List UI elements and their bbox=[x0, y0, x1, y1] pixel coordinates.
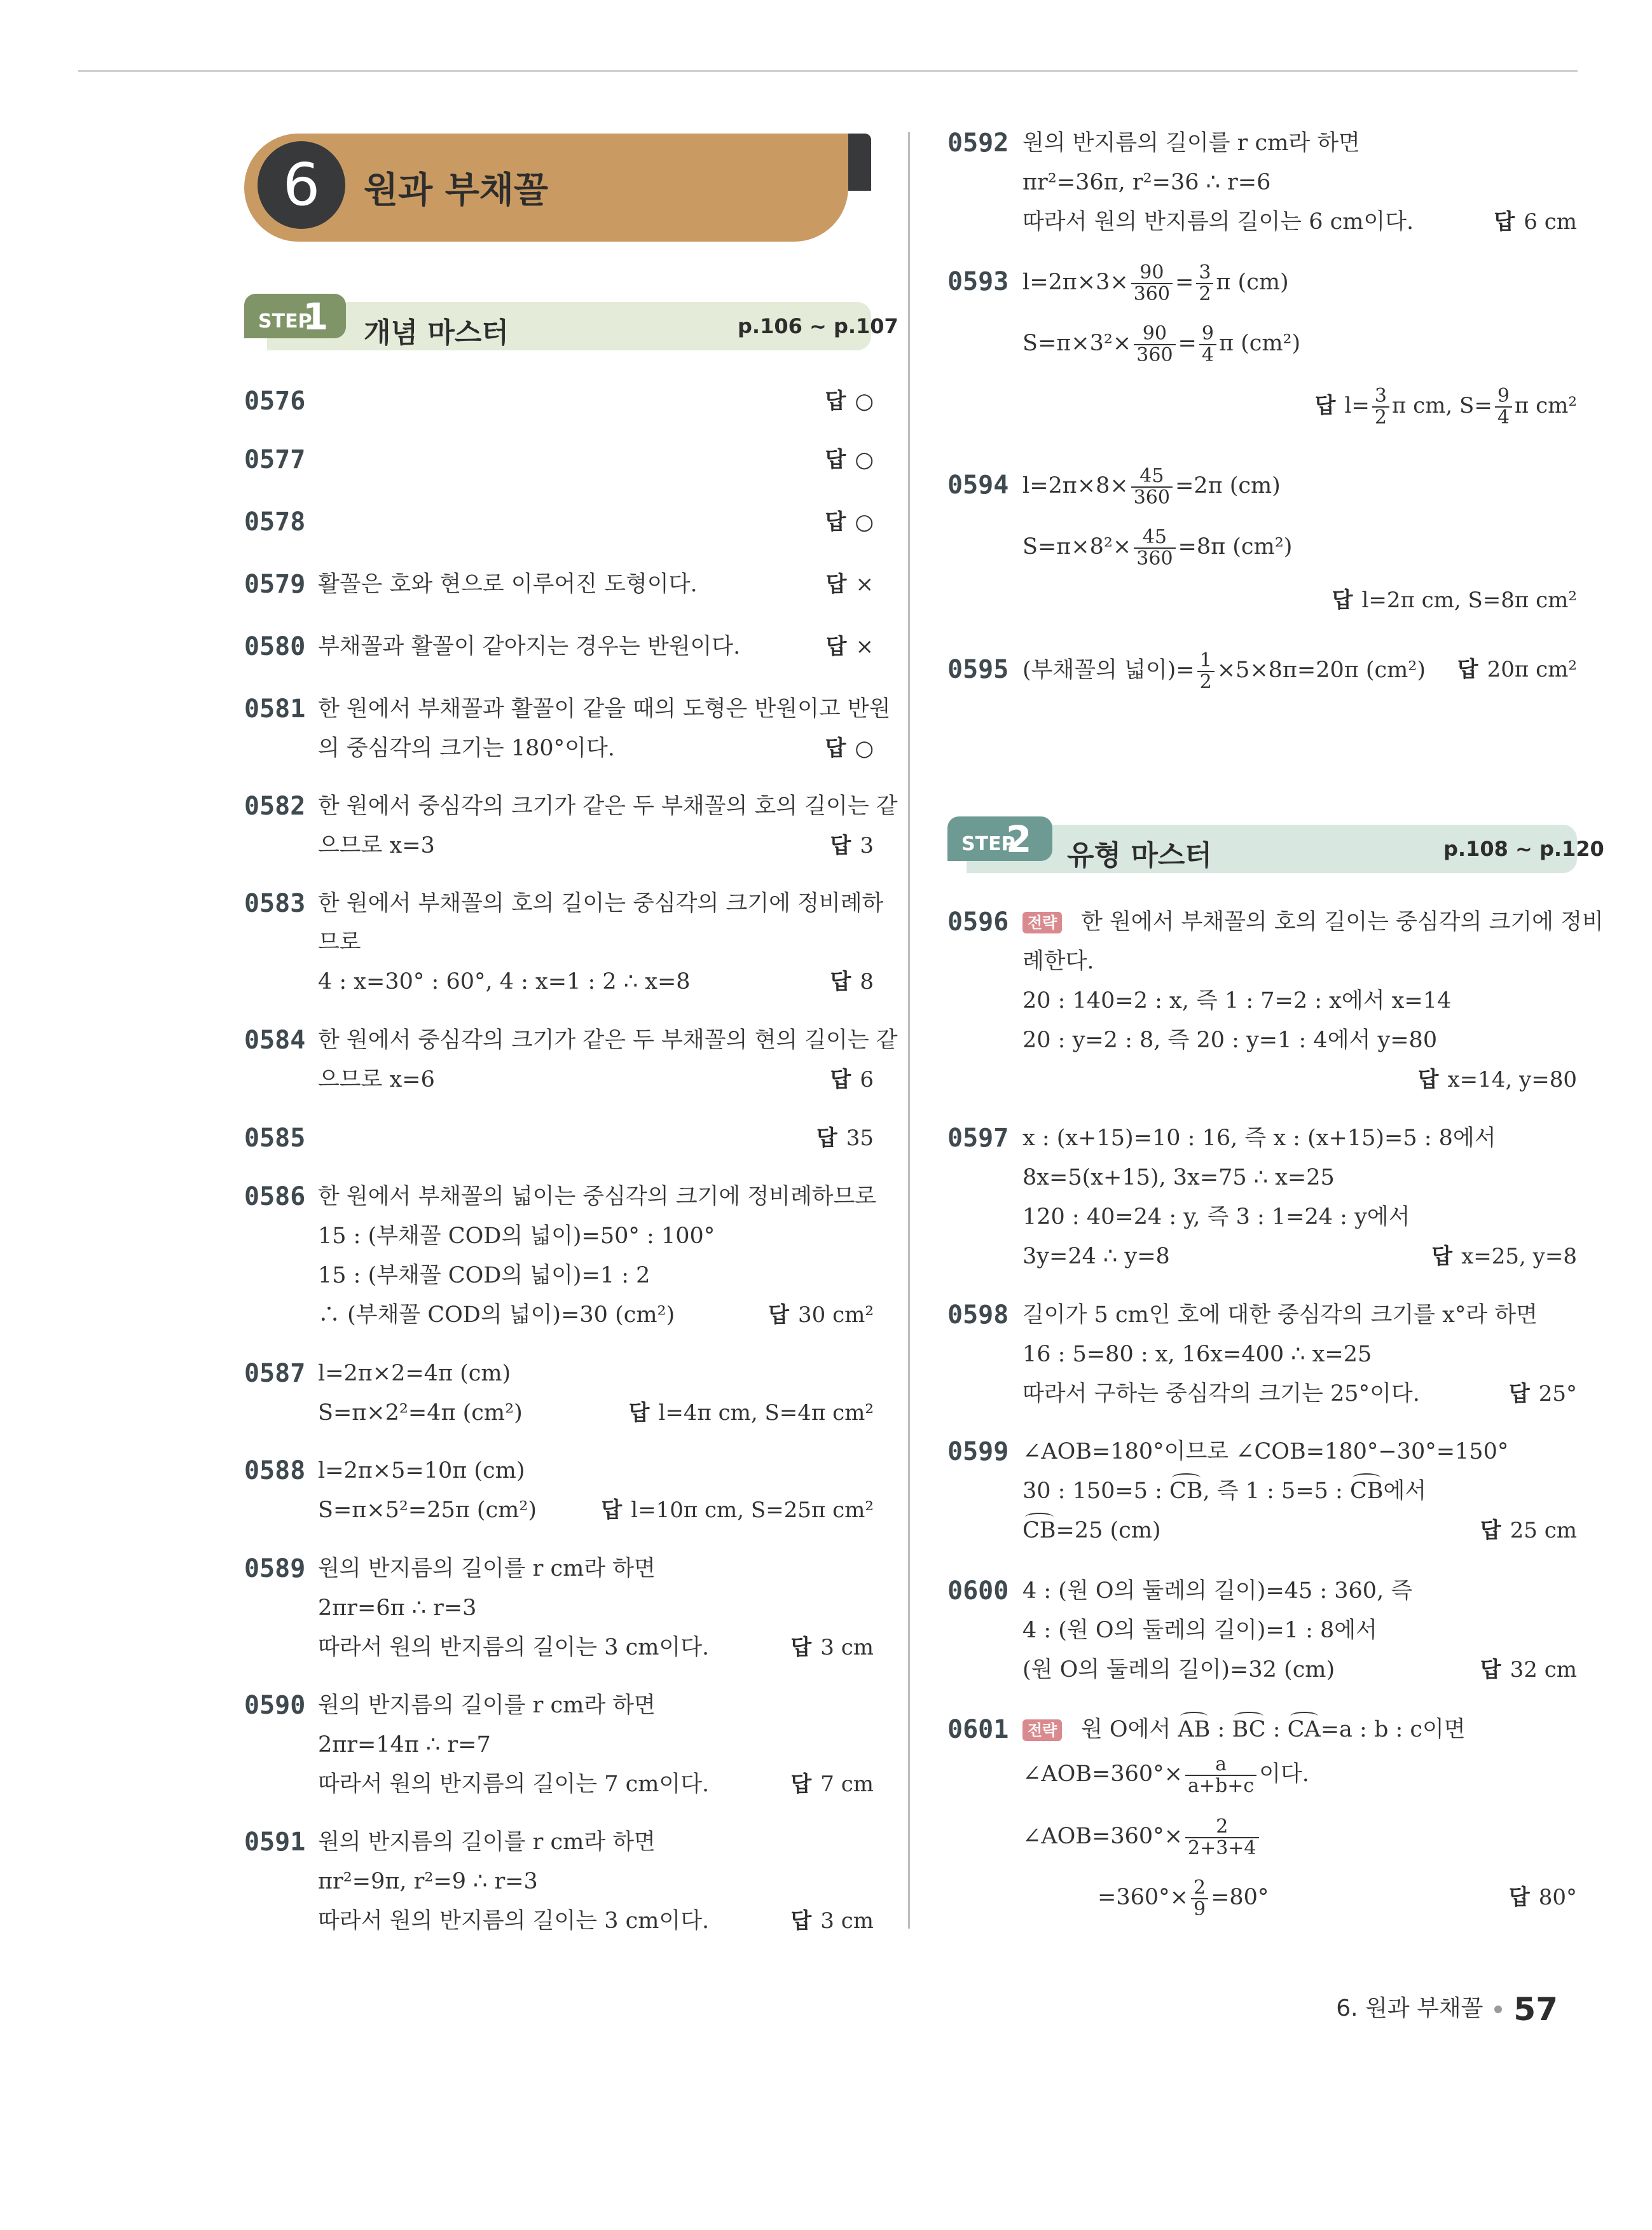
answer-part: π cm² bbox=[1514, 393, 1577, 418]
numerator: 1 bbox=[1197, 650, 1215, 672]
answer-value: 25 cm bbox=[1510, 1518, 1577, 1543]
solution-line: 활꼴은 호와 현으로 이루어진 도형이다. bbox=[318, 572, 698, 597]
solution-line: 따라서 원의 반지름의 길이는 7 cm이다. bbox=[318, 1772, 710, 1797]
fraction bbox=[1134, 527, 1175, 569]
strategy-tag: 전략 bbox=[1022, 1719, 1062, 1741]
expr-part: 원 O에서 bbox=[1081, 1717, 1178, 1742]
solution-line: 으므로 x=6 bbox=[318, 1067, 435, 1092]
answer bbox=[825, 508, 874, 536]
answer-mark: 답 bbox=[1508, 1885, 1530, 1910]
step2-title: 유형 마스터 bbox=[1067, 839, 1212, 872]
answer-value: l=2π cm, S=8π cm² bbox=[1361, 588, 1577, 613]
answer-value: 3 cm bbox=[820, 1908, 874, 1934]
problem-number: 0596 bbox=[947, 907, 1009, 937]
expr-part: (부채꼴의 넓이)= bbox=[1022, 657, 1195, 683]
answer bbox=[1480, 1656, 1577, 1684]
denominator: 360 bbox=[1133, 486, 1170, 509]
answer-mark: 답 bbox=[825, 447, 846, 472]
solution-line: 4 : x=30° : 60°, 4 : x=1 : 2 ∴ x=8 bbox=[318, 969, 691, 995]
numerator: 90 bbox=[1134, 324, 1175, 345]
solution-line: 120 : 40=24 : y, 즉 3 : 1=24 : y에서 bbox=[1022, 1204, 1410, 1230]
expr-part: : bbox=[1210, 1717, 1232, 1742]
solution-line: πr²=36π, r²=36 ∴ r=6 bbox=[1022, 170, 1271, 195]
denominator: a+b+c bbox=[1187, 1774, 1255, 1797]
chapter-number: 6 bbox=[258, 141, 345, 229]
answer-mark: 답 bbox=[1480, 1518, 1501, 1543]
solution-line: 한 원에서 부채꼴의 호의 길이는 중심각의 크기에 정비례하 bbox=[318, 891, 884, 916]
solution-line: 따라서 원의 반지름의 길이는 6 cm이다. bbox=[1022, 209, 1414, 235]
answer bbox=[1457, 656, 1577, 684]
answer bbox=[1480, 1517, 1577, 1545]
answer-mark: 답 bbox=[1508, 1381, 1530, 1407]
expr-part: ∠AOB=360°× bbox=[1022, 1824, 1183, 1849]
denominator: 9 bbox=[1193, 1897, 1206, 1920]
solution-line: S=π×2²=4π (cm²) bbox=[318, 1400, 523, 1426]
answer-mark: 답 bbox=[790, 1635, 812, 1660]
answer-mark: 답 bbox=[1457, 657, 1478, 682]
answer-mark: 답 bbox=[825, 736, 846, 761]
answer-mark: 답 bbox=[1431, 1244, 1453, 1269]
solution-line: 20 : y=2 : 8, 즉 20 : y=1 : 4에서 y=80 bbox=[1022, 1028, 1438, 1053]
solution-line: 15 : (부채꼴 COD의 넓이)=1 : 2 bbox=[318, 1263, 650, 1288]
answer-value: 32 cm bbox=[1510, 1657, 1577, 1683]
solution-line: 므로 bbox=[318, 930, 361, 955]
expr-part: ×5×8π=20π (cm²) bbox=[1216, 657, 1426, 683]
solution-line bbox=[1022, 523, 1292, 571]
expr-part: = bbox=[1174, 270, 1194, 295]
fraction bbox=[1495, 386, 1512, 428]
step1-number: 1 bbox=[303, 295, 329, 338]
solution-line bbox=[1022, 1812, 1262, 1861]
solution-line: 원의 반지름의 길이를 r cm라 하면 bbox=[318, 1556, 656, 1581]
problem-number: 0579 bbox=[244, 570, 306, 599]
expr-part: = bbox=[1178, 331, 1197, 356]
expr-part: =25 (cm) bbox=[1056, 1518, 1161, 1543]
answer bbox=[830, 832, 874, 860]
solution-line: 한 원에서 중심각의 크기가 같은 두 부채꼴의 호의 길이는 같 bbox=[318, 794, 898, 819]
solution-line bbox=[1022, 319, 1300, 368]
answer bbox=[1509, 1883, 1577, 1911]
answer-mark: 답 bbox=[825, 634, 847, 659]
answer-mark: 답 bbox=[601, 1497, 623, 1523]
solution-line: 한 원에서 중심각의 크기가 같은 두 부채꼴의 현의 길이는 같 bbox=[318, 1028, 898, 1053]
answer-mark: 답 bbox=[830, 1067, 851, 1092]
solution-line: 부채꼴과 활꼴이 같아지는 경우는 반원이다. bbox=[318, 634, 741, 659]
answer-mark: 답 bbox=[825, 509, 846, 535]
problem-number: 0582 bbox=[244, 792, 306, 821]
problem-number: 0580 bbox=[244, 632, 306, 661]
expr-part: S=π×3²× bbox=[1022, 331, 1132, 356]
numerator: 45 bbox=[1131, 466, 1173, 488]
problem-number: 0588 bbox=[244, 1456, 306, 1485]
step2-badge bbox=[947, 816, 1052, 861]
solution-line: 2πr=14π ∴ r=7 bbox=[318, 1732, 491, 1758]
fraction bbox=[1185, 1817, 1259, 1859]
solution-line bbox=[1022, 646, 1426, 694]
answer-value: ○ bbox=[855, 509, 874, 535]
answer-value: 8 bbox=[860, 969, 874, 995]
solution-line: 길이가 5 cm인 호에 대한 중심각의 크기를 x°라 하면 bbox=[1022, 1302, 1538, 1328]
problem-number: 0587 bbox=[244, 1359, 306, 1388]
answer-value: 6 bbox=[860, 1067, 874, 1092]
expr-part: , 즉 1 : 5=5 : bbox=[1202, 1478, 1350, 1504]
answer-mark: 답 bbox=[825, 572, 847, 597]
problem-number: 0600 bbox=[947, 1576, 1009, 1606]
solution-line: 한 원에서 부채꼴의 넓이는 중심각의 크기에 정비례하므로 bbox=[318, 1184, 877, 1209]
solution-line: (원 O의 둘레의 길이)=32 (cm) bbox=[1022, 1657, 1335, 1683]
solution-line: 례한다. bbox=[1022, 949, 1094, 974]
answer-value: 20π cm² bbox=[1487, 657, 1577, 682]
answer-value: l=10π cm, S=25π cm² bbox=[631, 1497, 874, 1523]
expr-part: : bbox=[1265, 1717, 1288, 1742]
expr-part: l=2π×3× bbox=[1022, 270, 1129, 295]
answer-value: 25° bbox=[1538, 1381, 1577, 1407]
solution-line: 8x=5(x+15), 3x=75 ∴ x=25 bbox=[1022, 1165, 1335, 1190]
answer bbox=[830, 1066, 874, 1094]
fraction bbox=[1185, 1754, 1256, 1796]
solution-line bbox=[1022, 1750, 1309, 1798]
answer bbox=[816, 1124, 874, 1152]
fraction bbox=[1134, 324, 1175, 366]
numerator: 3 bbox=[1372, 386, 1389, 408]
answer-value: 35 bbox=[846, 1125, 874, 1151]
solution-line: 으므로 x=3 bbox=[318, 833, 435, 858]
expr-part: 에서 bbox=[1383, 1478, 1427, 1504]
answer-mark: 답 bbox=[790, 1908, 812, 1934]
step1-title: 개념 마스터 bbox=[364, 317, 509, 349]
chapter-title: 원과 부채꼴 bbox=[364, 170, 548, 211]
solution-line: ∠AOB=180°이므로 ∠COB=180°−30°=150° bbox=[1022, 1439, 1509, 1464]
numerator: 3 bbox=[1196, 263, 1213, 284]
denominator: 2+3+4 bbox=[1187, 1836, 1256, 1859]
answer bbox=[768, 1301, 874, 1329]
answer-mark: 답 bbox=[1332, 588, 1353, 613]
problem-number: 0591 bbox=[244, 1827, 306, 1857]
problem-number: 0586 bbox=[244, 1182, 306, 1211]
answer bbox=[790, 1907, 874, 1935]
answer-mark: 답 bbox=[830, 969, 851, 995]
arc-label: CB bbox=[1349, 1478, 1384, 1504]
solution-line: 따라서 원의 반지름의 길이는 3 cm이다. bbox=[318, 1635, 710, 1660]
answer bbox=[825, 387, 874, 415]
problem-number: 0589 bbox=[244, 1554, 306, 1583]
solution-line: 15 : (부채꼴 COD의 넓이)=50° : 100° bbox=[318, 1223, 715, 1249]
step1-badge bbox=[244, 294, 346, 338]
denominator: 4 bbox=[1201, 343, 1214, 366]
expr-part: =2π (cm) bbox=[1174, 473, 1281, 499]
solution-line: S=π×5²=25π (cm²) bbox=[318, 1497, 537, 1523]
problem-number: 0584 bbox=[244, 1026, 306, 1055]
solution-line: l=2π×5=10π (cm) bbox=[318, 1458, 525, 1483]
solution-line: x : (x+15)=10 : 16, 즉 x : (x+15)=5 : 8에서 bbox=[1022, 1125, 1496, 1151]
footer-dot bbox=[1494, 2006, 1502, 2013]
answer-mark: 답 bbox=[628, 1400, 650, 1426]
denominator: 2 bbox=[1199, 670, 1212, 693]
problem-number: 0585 bbox=[244, 1124, 306, 1153]
solution-line: 원의 반지름의 길이를 r cm라 하면 bbox=[318, 1829, 656, 1855]
answer-mark: 답 bbox=[1314, 393, 1336, 418]
step2-label: STEP bbox=[961, 833, 1015, 855]
fraction bbox=[1196, 263, 1213, 305]
problem-number: 0595 bbox=[947, 655, 1009, 684]
solution-line: ∴ (부채꼴 COD의 넓이)=30 (cm²) bbox=[318, 1302, 675, 1328]
answer-value: × bbox=[855, 634, 874, 659]
numerator: 2 bbox=[1191, 1878, 1208, 1899]
expr-part: 이다. bbox=[1259, 1761, 1309, 1787]
fraction bbox=[1131, 263, 1173, 305]
expr-part: =a : b : c이면 bbox=[1320, 1717, 1466, 1742]
arc-label: BC bbox=[1232, 1717, 1266, 1742]
problem-number: 0598 bbox=[947, 1300, 1009, 1330]
fraction bbox=[1131, 466, 1173, 508]
denominator: 360 bbox=[1136, 547, 1173, 570]
answer-mark: 답 bbox=[830, 833, 851, 858]
denominator: 360 bbox=[1133, 282, 1170, 305]
problem-number: 0577 bbox=[244, 445, 306, 474]
expr-part: l=2π×8× bbox=[1022, 473, 1129, 499]
answer-value: ○ bbox=[855, 389, 874, 414]
answer-mark: 답 bbox=[1417, 1067, 1439, 1092]
answer-value: x=14, y=80 bbox=[1447, 1067, 1577, 1092]
solution-line bbox=[1022, 1477, 1426, 1505]
denominator: 2 bbox=[1374, 406, 1387, 429]
page-number: 57 bbox=[1513, 1991, 1558, 2028]
answer-value: 7 cm bbox=[820, 1772, 874, 1797]
footer-chapter: 6. 원과 부채꼴 bbox=[1336, 1995, 1483, 2021]
problem-number: 0601 bbox=[947, 1715, 1009, 1744]
step2-number: 2 bbox=[1006, 818, 1032, 861]
numerator: 9 bbox=[1495, 386, 1512, 408]
answer bbox=[825, 734, 874, 762]
step2-pages: p.108 ~ p.120 bbox=[1443, 837, 1604, 861]
answer bbox=[825, 446, 874, 474]
solution-line bbox=[1022, 1517, 1161, 1545]
answer bbox=[790, 1770, 874, 1798]
problem-number: 0593 bbox=[947, 267, 1009, 296]
chapter-tab bbox=[848, 134, 871, 191]
solution-line bbox=[1081, 1716, 1466, 1744]
solution-line bbox=[1022, 462, 1281, 510]
fraction bbox=[1372, 386, 1389, 428]
problem-number: 0592 bbox=[947, 128, 1009, 158]
answer-value: 3 bbox=[860, 833, 874, 858]
solution-line: 16 : 5=80 : x, 16x=400 ∴ x=25 bbox=[1022, 1342, 1372, 1367]
answer bbox=[1494, 208, 1577, 236]
answer bbox=[1418, 1066, 1577, 1094]
answer bbox=[601, 1496, 874, 1524]
answer-part: π cm, S= bbox=[1391, 393, 1492, 418]
solution-line: 의 중심각의 크기는 180°이다. bbox=[318, 736, 615, 761]
arc-label: AB bbox=[1178, 1717, 1211, 1742]
answer-part: l= bbox=[1344, 393, 1370, 418]
expr-part: π (cm²) bbox=[1218, 331, 1301, 356]
solution-line: πr²=9π, r²=9 ∴ r=3 bbox=[318, 1869, 538, 1894]
solution-line: 4 : (원 O의 둘레의 길이)=1 : 8에서 bbox=[1022, 1618, 1377, 1643]
answer bbox=[629, 1399, 874, 1427]
expr-part: =360°× bbox=[1098, 1885, 1188, 1910]
answer-value: 80° bbox=[1538, 1885, 1577, 1910]
solution-line: 한 원에서 부채꼴의 호의 길이는 중심각의 크기에 정비 bbox=[1081, 909, 1604, 935]
solution-line: 원의 반지름의 길이를 r cm라 하면 bbox=[318, 1693, 656, 1718]
problem-number: 0576 bbox=[244, 387, 306, 416]
answer bbox=[790, 1634, 874, 1662]
denominator: 360 bbox=[1136, 343, 1173, 366]
answer-value: ○ bbox=[855, 447, 874, 472]
answer-value: 6 cm bbox=[1524, 209, 1577, 235]
solution-line: 20 : 140=2 : x, 즉 1 : 7=2 : x에서 x=14 bbox=[1022, 988, 1452, 1014]
fraction bbox=[1197, 650, 1215, 692]
arc-label: CB bbox=[1169, 1478, 1203, 1504]
problem-number: 0594 bbox=[947, 471, 1009, 500]
problem-number: 0597 bbox=[947, 1124, 1009, 1153]
numerator: 2 bbox=[1185, 1817, 1259, 1838]
answer bbox=[1315, 382, 1577, 430]
column-divider bbox=[908, 132, 910, 1929]
arc-label: CA bbox=[1287, 1717, 1321, 1742]
expr-part: =80° bbox=[1211, 1885, 1269, 1910]
answer-mark: 답 bbox=[790, 1772, 812, 1797]
answer-value: 30 cm² bbox=[798, 1302, 874, 1328]
solution-line bbox=[1098, 1873, 1269, 1922]
answer bbox=[1332, 586, 1577, 614]
expr-part: ∠AOB=360°× bbox=[1022, 1761, 1183, 1787]
denominator: 4 bbox=[1497, 406, 1510, 429]
numerator: a bbox=[1185, 1754, 1256, 1776]
answer-value: l=4π cm, S=4π cm² bbox=[658, 1400, 874, 1426]
answer-value: 3 cm bbox=[820, 1635, 874, 1660]
solution-line: l=2π×2=4π (cm) bbox=[318, 1361, 511, 1386]
fraction bbox=[1191, 1878, 1208, 1920]
expr-part: S=π×8²× bbox=[1022, 534, 1132, 560]
solution-line: 4 : (원 O의 둘레의 길이)=45 : 360, 즉 bbox=[1022, 1578, 1413, 1604]
solution-line: 3y=24 ∴ y=8 bbox=[1022, 1244, 1170, 1269]
problem-number: 0583 bbox=[244, 889, 306, 918]
step1-pages: p.106 ~ p.107 bbox=[738, 314, 898, 338]
step1-label: STEP bbox=[258, 310, 312, 333]
expr-part: π (cm) bbox=[1216, 270, 1289, 295]
problem-number: 0590 bbox=[244, 1691, 306, 1720]
answer-value: x=25, y=8 bbox=[1461, 1244, 1577, 1269]
problem-number: 0578 bbox=[244, 507, 306, 537]
answer-mark: 답 bbox=[816, 1125, 837, 1151]
solution-line: 2πr=6π ∴ r=3 bbox=[318, 1595, 477, 1621]
expr-part: 30 : 150=5 : bbox=[1022, 1478, 1170, 1504]
answer bbox=[1431, 1242, 1577, 1270]
answer-value: ○ bbox=[855, 736, 874, 761]
answer-value: × bbox=[855, 572, 874, 597]
answer bbox=[826, 633, 874, 661]
denominator: 2 bbox=[1199, 282, 1211, 305]
solution-line: 따라서 원의 반지름의 길이는 3 cm이다. bbox=[318, 1908, 710, 1934]
answer bbox=[826, 570, 874, 598]
answer bbox=[830, 968, 874, 996]
solution-line bbox=[1022, 258, 1289, 306]
fraction bbox=[1199, 324, 1216, 366]
top-rule bbox=[78, 70, 1578, 72]
solution-line: 따라서 구하는 중심각의 크기는 25°이다. bbox=[1022, 1381, 1420, 1407]
answer-mark: 답 bbox=[1480, 1657, 1501, 1683]
page-footer bbox=[1336, 1990, 1558, 2028]
arc-label: CB bbox=[1022, 1518, 1056, 1543]
solution-line: 한 원에서 부채꼴과 활꼴이 같을 때의 도형은 반원이고 반원 bbox=[318, 696, 891, 722]
answer-mark: 답 bbox=[1494, 209, 1515, 235]
problem-number: 0581 bbox=[244, 694, 306, 724]
answer-mark: 답 bbox=[825, 389, 846, 414]
answer-mark: 답 bbox=[768, 1302, 790, 1328]
answer bbox=[1509, 1380, 1577, 1408]
problem-number: 0599 bbox=[947, 1437, 1009, 1466]
solution-line: 원의 반지름의 길이를 r cm라 하면 bbox=[1022, 130, 1360, 156]
numerator: 90 bbox=[1131, 263, 1173, 284]
numerator: 45 bbox=[1134, 527, 1175, 549]
numerator: 9 bbox=[1199, 324, 1216, 345]
expr-part: =8π (cm²) bbox=[1178, 534, 1293, 560]
strategy-tag: 전략 bbox=[1022, 912, 1062, 933]
